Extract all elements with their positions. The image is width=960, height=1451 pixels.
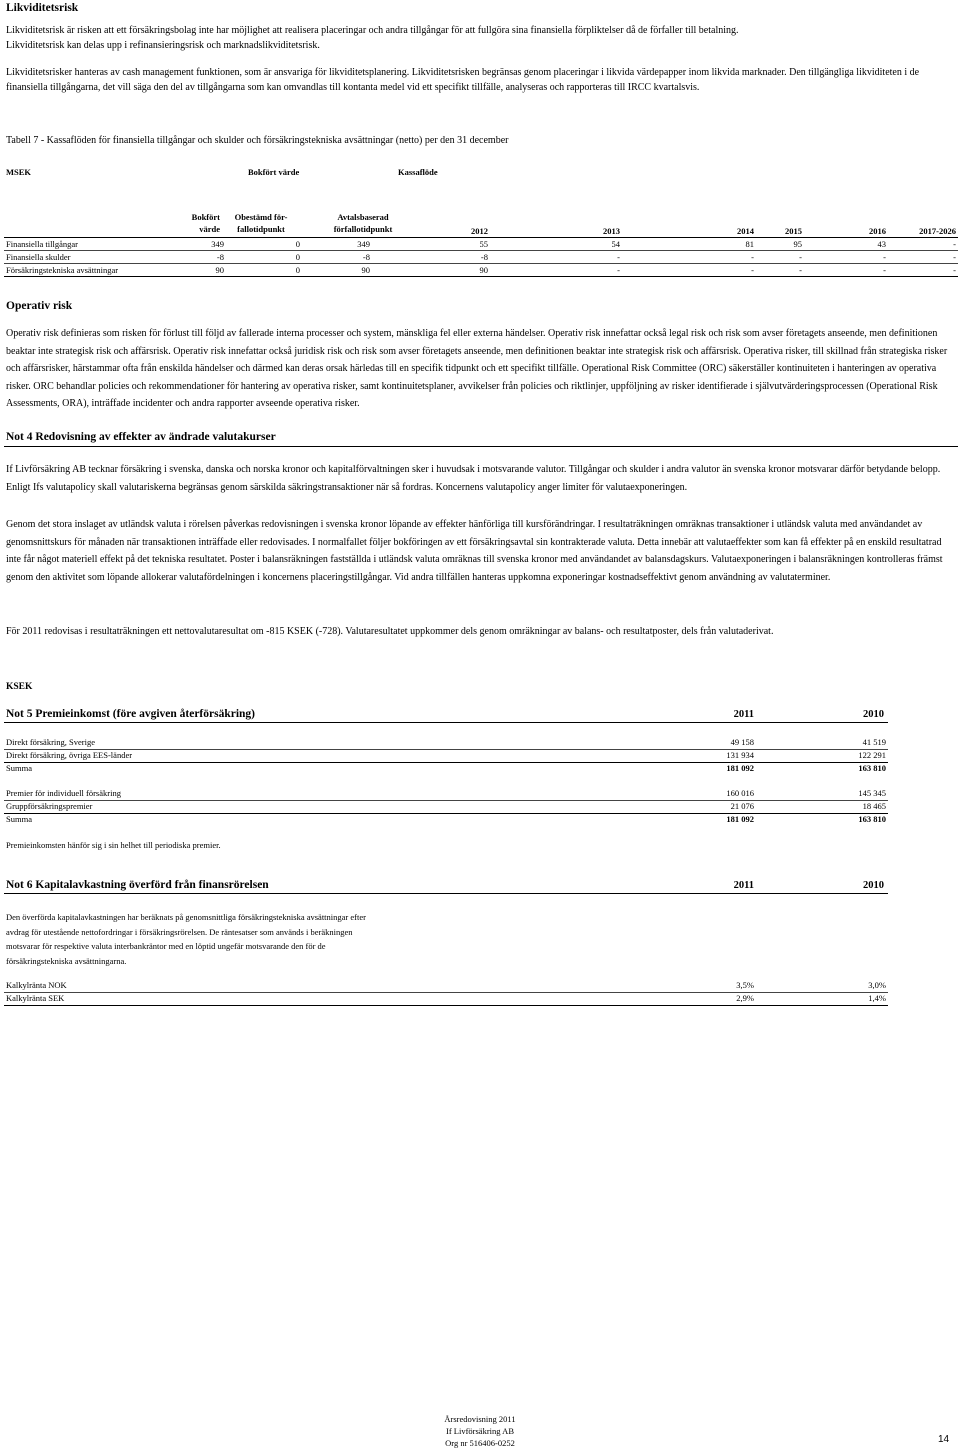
table-row: Kalkylränta NOK 3,5% 3,0% bbox=[6, 980, 886, 990]
col-header-2012: 2012 bbox=[471, 226, 488, 236]
liquidity-para-1-line2: Likviditetsrisk kan delas upp i refinansieringsrisk och marknadslikviditetsrisk. bbox=[6, 39, 320, 51]
note5-col-2011: 2011 bbox=[733, 709, 754, 720]
note4-para-1: If Livförsäkring AB tecknar försäkring i svenska, danska och norska kronor och kapitalförvaltningen sker i huvudsak i motsvarande valutor. Tillgångar och skulder i andra valutor än svenska kronor motsvarar därför betydande belopp. Enligt Ifs valutapolicy skall valutariskerna begränsas genom särskilda säkringstransaktioner när så fordras. Koncernens valutapolicy anger limiter för valutaexponeringen. bbox=[6, 464, 941, 493]
liquidity-para-1-line1: Likviditetsrisk är risken att ett försäkringsbolag inte har möjlighet att realisera placeringar och andra tillgångar för att fullgöra sina finansiella förpliktelser då de förfaller till betalning. bbox=[6, 25, 739, 36]
ksek-label: KSEK bbox=[6, 682, 33, 692]
table-row: Summa 181 092 163 810 bbox=[6, 763, 886, 773]
row-rule bbox=[4, 263, 958, 264]
row-rule bbox=[4, 250, 958, 251]
table-row: Direkt försäkring, Sverige 49 158 41 519 bbox=[6, 737, 886, 747]
col-header-2014: 2014 bbox=[737, 226, 754, 236]
note6-text: Den överförda kapitalavkastningen har beräknats på genomsnittliga försäkringstekniska avsättningar efter avdrag för utestående nettofordringar i försäkringsrörelsen. De räntesatser som används i beräkningen motsvarar för respektive valuta interbankräntor med en löptid ungefär motsvarande den för de försäkringstekniska avsättningarna. bbox=[6, 912, 366, 966]
note5-col-2010: 2010 bbox=[863, 709, 884, 720]
operative-para: Operativ risk definieras som risken för förlust till följd av fallerade interna processer och system, mänskliga fel eller externa händelser. Operativ risk innefattar också legal risk och risk som avser företagets anseende, men definitionen beaktar inte strategisk risk och affärsrisk. Operativ risk innefattar också juridisk risk och risk som avser företagets anseende, men definitionen beaktar inte strategisk risk och affärsrisk. Operativa risker, till skillnad från strategiska risker och affärsrisker, härstammar ofta från enskilda händelser och därmed kan deras orsak härledas till en specifik tidpunkt och ett specifikt tillfälle. Operational Risk Committee (ORC) säkerställer kontinuiteten i hanteringen av operativa risker. ORC behandlar policies och rekommendationer för hantering av operativa risker, samt kontinuitetsplaner, avvikelser från policies och riktlinjer, uppföljning av risker identifierade i självutvärderingsprocessen (Operational Risk Assessments, ORA), inträffade incidenter och andra rapporter avseende operativa risker. bbox=[6, 328, 948, 409]
note6-col-2010: 2010 bbox=[863, 880, 884, 891]
table-row: Direkt försäkring, övriga EES-länder 131 934 122 291 bbox=[6, 750, 886, 760]
footer-report-title: Årsredovisning 2011 bbox=[444, 1414, 516, 1424]
table-row: Summa 181 092 163 810 bbox=[6, 814, 886, 824]
table-row: Finansiella tillgångar 349 0 349 55 54 81 95 43 - bbox=[6, 239, 956, 249]
note6-heading-rule bbox=[4, 893, 888, 894]
col-header-2013: 2013 bbox=[603, 226, 620, 236]
note4-heading-rule bbox=[4, 446, 958, 447]
note6-col-2011: 2011 bbox=[733, 880, 754, 891]
table-row: Gruppförsäkringspremier 21 076 18 465 bbox=[6, 801, 886, 811]
col-header-bokfort: Bokfört värde bbox=[191, 212, 220, 234]
liquidity-para-1 bbox=[6, 24, 951, 53]
table7-group-book-value: Bokfört värde bbox=[248, 167, 300, 177]
page-footer bbox=[380, 1413, 580, 1449]
table-row: Kalkylränta SEK 2,9% 1,4% bbox=[6, 993, 886, 1003]
footer-org-number: Org nr 516406-0252 bbox=[445, 1438, 515, 1448]
table7-bottom-rule bbox=[4, 276, 958, 277]
note4-para-2: Genom det stora inslaget av utländsk valuta i rörelsen påverkas redovisningen i svenska kronor löpande av effekter hänförliga till kursförändringar. I resultaträkningen omräknas transaktioner i utländsk valuta med användandet av genomsnittskurs för månaden när transaktionen inträffade eller redovisades. I normalfallet följer bokföringen av ett försäkringsavtal sin kontrakterade valuta. Detta innebär att valutaeffekter som kan få effekter på en enskild resultatrad inte får något materiell effekt på det tekniska resultatet. Poster i balansräkningen fastställda i utländsk valuta omräknas till svenska kronor med användandet av balansdagskurs. Valutaexponeringen i balansräkningen kontrolleras främst genom den aktivitet som löpande allokerar valutafördelningen i koncernens placeringstillgångar. Vid andra tillfällen hanteras uppkomna exponeringar kostnadseffektivt genom användning av valutaterminer. bbox=[6, 519, 943, 583]
col-header-2015: 2015 bbox=[785, 226, 802, 236]
table7-msek-label: MSEK bbox=[6, 167, 32, 177]
section-heading-operative: Operativ risk bbox=[6, 300, 73, 312]
note5-heading-rule bbox=[4, 722, 888, 723]
col-header-obestamd: Obestämd för- fallotidpunkt bbox=[234, 212, 288, 234]
liquidity-para-2: Likviditetsrisker hanteras av cash management funktionen, som är ansvariga för likviditetsplanering. Likviditetsrisken begränsas genom placeringar i likvida värdepapper inom likvida marknader. Den tillgängliga likviditeten i de finansiella tillgångarna, det vill säga den del av tillgångarna som kan omvandlas till kontanta medel vid ett specifikt tillfälle, analyseras och rapporteras till IRCC kvartalsvis. bbox=[6, 67, 920, 93]
table-row: Finansiella skulder -8 0 -8 -8 - - - - - bbox=[6, 252, 956, 262]
note4-para-3: För 2011 redovisas i resultaträkningen ett nettovalutaresultat om -815 KSEK (-728). Valutaresultatet uppkommer dels genom omräkningar av balans- och resultatposter, dels från valutaderivat. bbox=[6, 626, 774, 637]
row-rule bbox=[4, 1005, 888, 1006]
note5-heading: Not 5 Premieinkomst (före avgiven återförsäkring) bbox=[6, 708, 256, 720]
note5-footnote: Premieinkomsten hänför sig i sin helhet till periodiska premier. bbox=[6, 840, 221, 850]
footer-company: If Livförsäkring AB bbox=[446, 1426, 514, 1436]
col-header-2016: 2016 bbox=[869, 226, 886, 236]
col-header-2017: 2017-2026 bbox=[919, 226, 956, 236]
table7-group-cash-flow: Kassaflöde bbox=[398, 167, 438, 177]
col-header-avtal: Avtalsbaserad förfallotidpunkt bbox=[333, 212, 393, 234]
table7-header-rule bbox=[4, 237, 958, 238]
section-heading-liquidity: Likviditetsrisk bbox=[6, 2, 79, 14]
table-row: Försäkringstekniska avsättningar 90 0 90 90 - - - - - bbox=[6, 265, 956, 275]
note4-heading: Not 4 Redovisning av effekter av ändrade valutakurser bbox=[6, 431, 276, 443]
table7-caption: Tabell 7 - Kassaflöden för finansiella tillgångar och skulder och försäkringstekniska avsättningar (netto) per den 31 december bbox=[6, 135, 509, 146]
table-row: Premier för individuell försäkring 160 016 145 345 bbox=[6, 788, 886, 798]
note6-heading: Not 6 Kapitalavkastning överförd från finansrörelsen bbox=[6, 879, 269, 891]
page-number: 14 bbox=[938, 1434, 950, 1445]
